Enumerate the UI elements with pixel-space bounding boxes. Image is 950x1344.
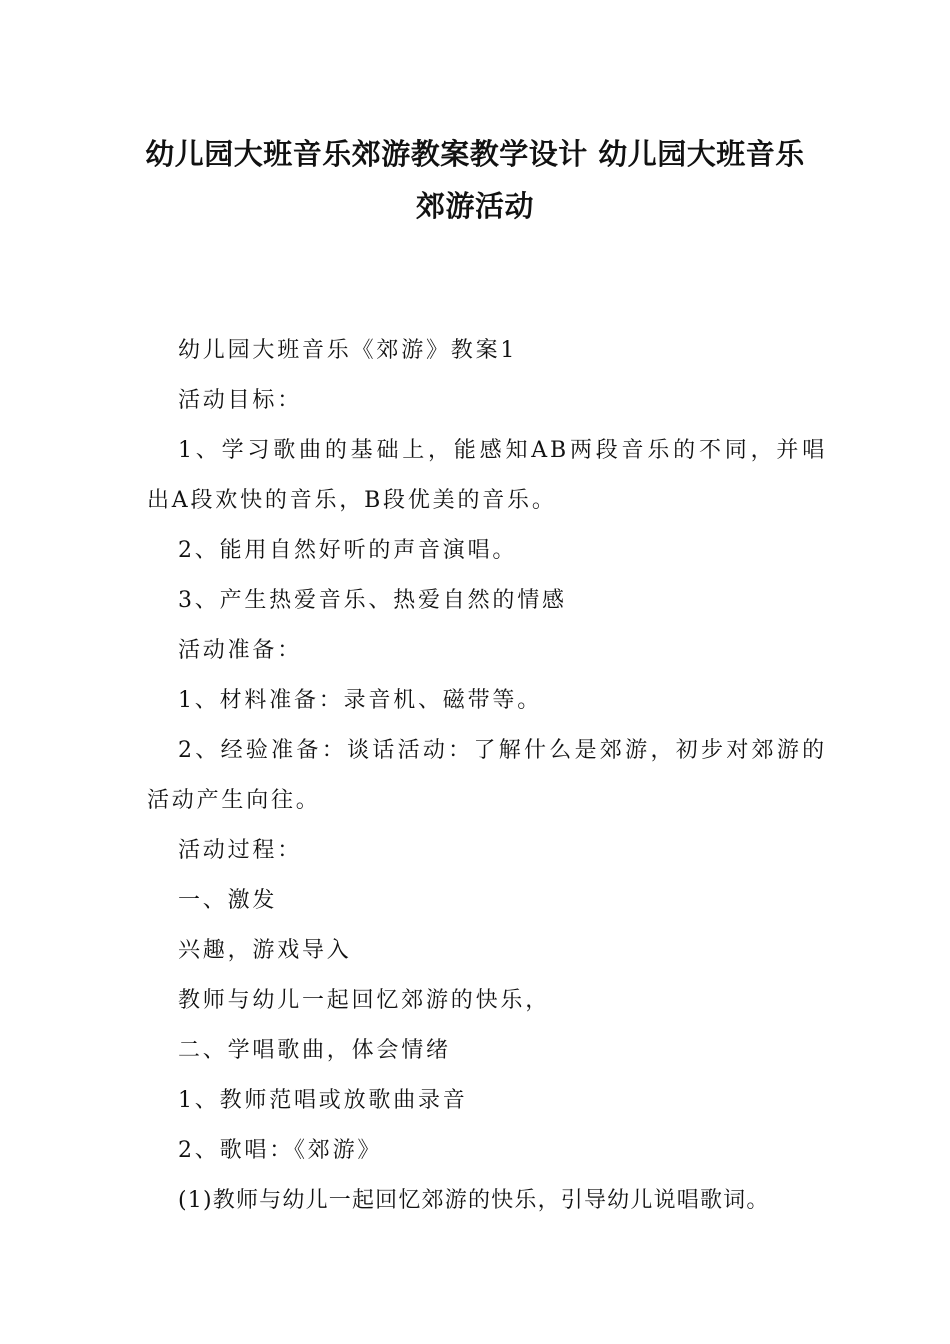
paragraph-goal-1: 1、学习歌曲的基础上，能感知AB两段音乐的不同，并唱出A段欢快的音乐，B段优美的音乐。	[147, 438, 827, 513]
paragraph-prep-heading: 活动准备：	[178, 638, 303, 663]
paragraph-step-2-1: 1、教师范唱或放歌曲录音	[178, 1088, 468, 1113]
paragraph-lesson-heading: 幼儿园大班音乐《郊游》教案1	[178, 338, 518, 363]
document-title	[120, 128, 830, 232]
paragraph-step-1: 一、激发	[178, 888, 278, 913]
paragraph-process-heading: 活动过程：	[178, 838, 303, 863]
paragraph-prep-1: 1、材料准备：录音机、磁带等。	[178, 688, 542, 713]
title-line-2: 郊游活动	[415, 189, 534, 223]
paragraph-step-2-2-1: (1)教师与幼儿一起回忆郊游的快乐，引导幼儿说唱歌词。	[178, 1188, 770, 1213]
paragraph-prep-2: 2、经验准备：谈话活动：了解什么是郊游，初步对郊游的活动产生向往。	[147, 738, 827, 813]
document-body	[147, 326, 827, 1226]
title-line-1: 幼儿园大班音乐郊游教案教学设计 幼儿园大班音乐	[145, 137, 805, 171]
paragraph-goal-3: 3、产生热爱音乐、热爱自然的情感	[178, 588, 567, 613]
paragraph-step-2: 二、学唱歌曲，体会情绪	[178, 1038, 451, 1063]
paragraph-goal-2: 2、能用自然好听的声音演唱。	[178, 538, 518, 563]
paragraph-step-2-2: 2、歌唱：《郊游》	[178, 1138, 383, 1163]
paragraph-goals-heading: 活动目标：	[178, 388, 303, 413]
paragraph-step-1-cont: 兴趣，游戏导入	[178, 938, 352, 963]
paragraph-step-1-detail: 教师与幼儿一起回忆郊游的快乐，	[178, 988, 551, 1013]
